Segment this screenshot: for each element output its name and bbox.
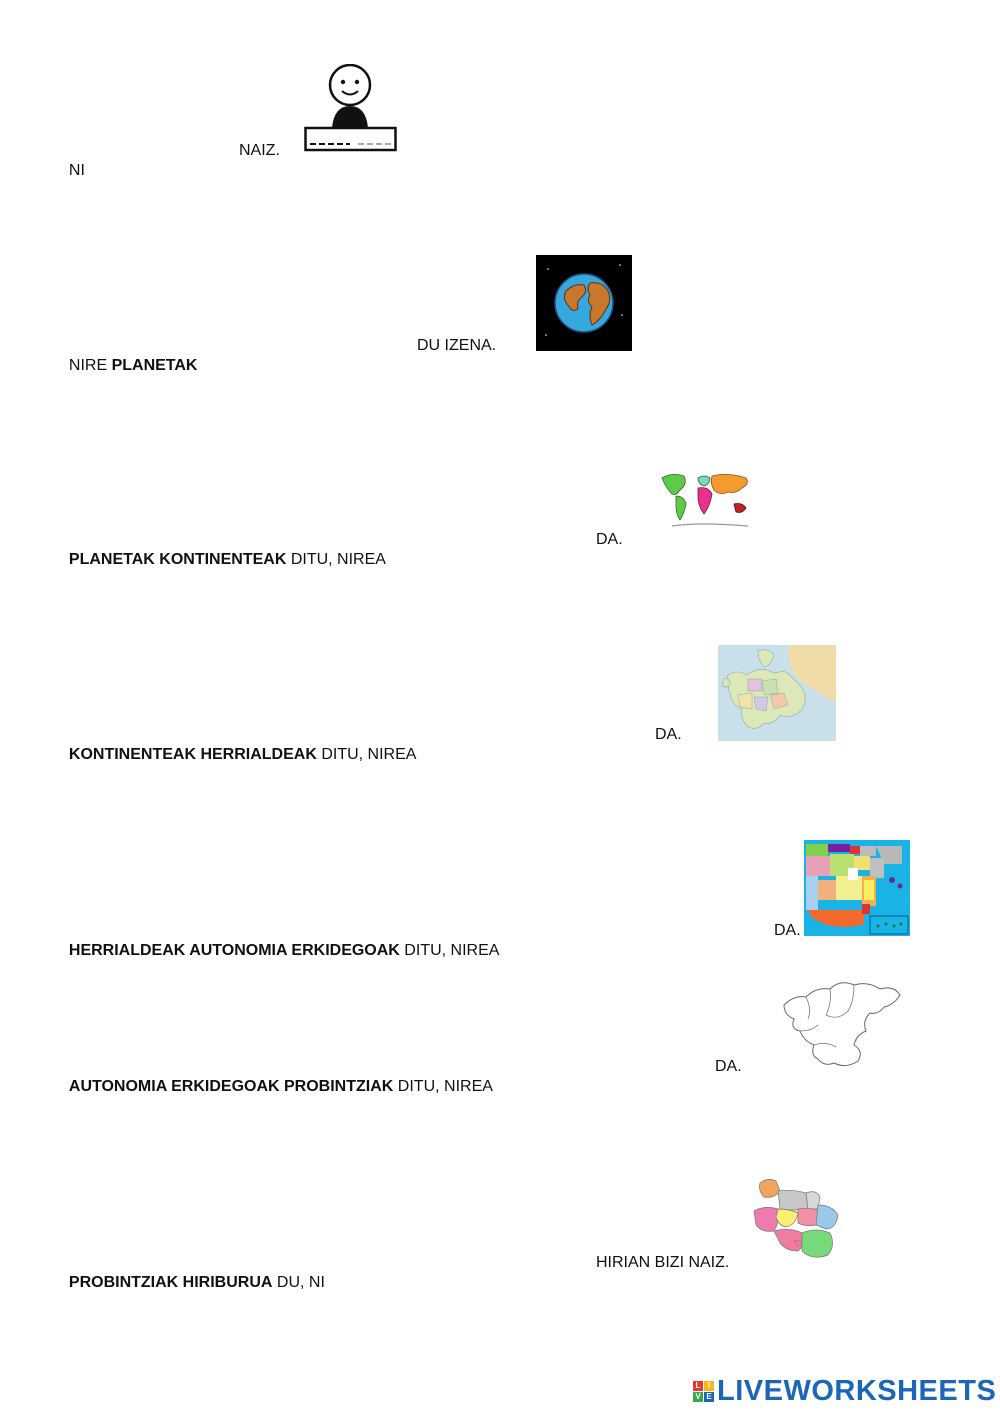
sentence-3-part-2: DITU, NIREA (286, 551, 386, 568)
answer-blank-7[interactable] (318, 1253, 588, 1271)
sentence-7-part-1: PROBINTZIAK HIRIBURUA (68, 1274, 273, 1291)
sentence-4-part-1: KONTINENTEAK HERRIALDEAK (68, 746, 317, 763)
sentence-2-end: DU IZENA. (417, 337, 497, 354)
spain-map-icon (804, 840, 910, 936)
sentence-1 (60, 141, 85, 181)
sentence-1-end: NAIZ. (239, 142, 280, 159)
earth-icon (536, 255, 632, 351)
sentence-4-end: DA. (655, 726, 682, 743)
sentence-6-part-1: AUTONOMIA ERKIDEGOAK PROBINTZIAK (68, 1078, 394, 1095)
answer-blank-1[interactable] (85, 141, 230, 159)
sentence-2-part-2: PLANETAK (111, 357, 198, 374)
sentence-4-part-2: DITU, NIREA (316, 746, 417, 763)
sentence-5-part-1: HERRIALDEAK AUTONOMIA ERKIDEGOAK (68, 942, 400, 959)
world-map-icon (658, 470, 754, 530)
sentence-3-part-1: PLANETAK KONTINENTEAK (68, 551, 287, 568)
provinces-map-icon (750, 1175, 844, 1265)
sentence-7 (60, 1253, 325, 1293)
sentence-6 (60, 1057, 493, 1097)
answer-blank-2[interactable] (188, 336, 410, 354)
answer-blank-6[interactable] (479, 1057, 708, 1075)
logo-letter: I (704, 1381, 714, 1391)
sentence-6-end: DA. (715, 1058, 742, 1075)
sentence-6-part-2: DITU, NIREA (393, 1078, 493, 1095)
sentence-3-end: DA. (596, 531, 623, 548)
logo-letter: E (704, 1392, 714, 1402)
sentence-5-end: DA. (774, 922, 801, 939)
sentence-3 (60, 530, 386, 570)
logo-letter: L (693, 1381, 703, 1391)
sentence-2-part-1: NIRE (68, 357, 112, 374)
sentence-5-part-2: DITU, NIREA (399, 942, 500, 959)
sentence-1-part-1: NI (68, 162, 85, 179)
basque-country-outline-icon (778, 975, 904, 1073)
brand-name: LIVEWORKSHEETS (717, 1374, 997, 1407)
sentence-5 (60, 921, 499, 961)
answer-blank-4[interactable] (397, 725, 647, 743)
answer-blank-5[interactable] (482, 921, 767, 939)
sentence-4 (60, 725, 416, 765)
europe-map-icon (718, 645, 836, 741)
sentence-7-part-2: DU, NI (272, 1274, 325, 1291)
sentence-7-end: HIRIAN BIZI NAIZ. (596, 1254, 730, 1271)
liveworksheets-logo-icon (693, 1381, 714, 1402)
liveworksheets-brand (693, 1375, 996, 1407)
person-name-icon (304, 64, 398, 152)
logo-letter: V (693, 1392, 703, 1402)
sentence-2 (60, 336, 197, 376)
answer-blank-3[interactable] (370, 530, 588, 548)
